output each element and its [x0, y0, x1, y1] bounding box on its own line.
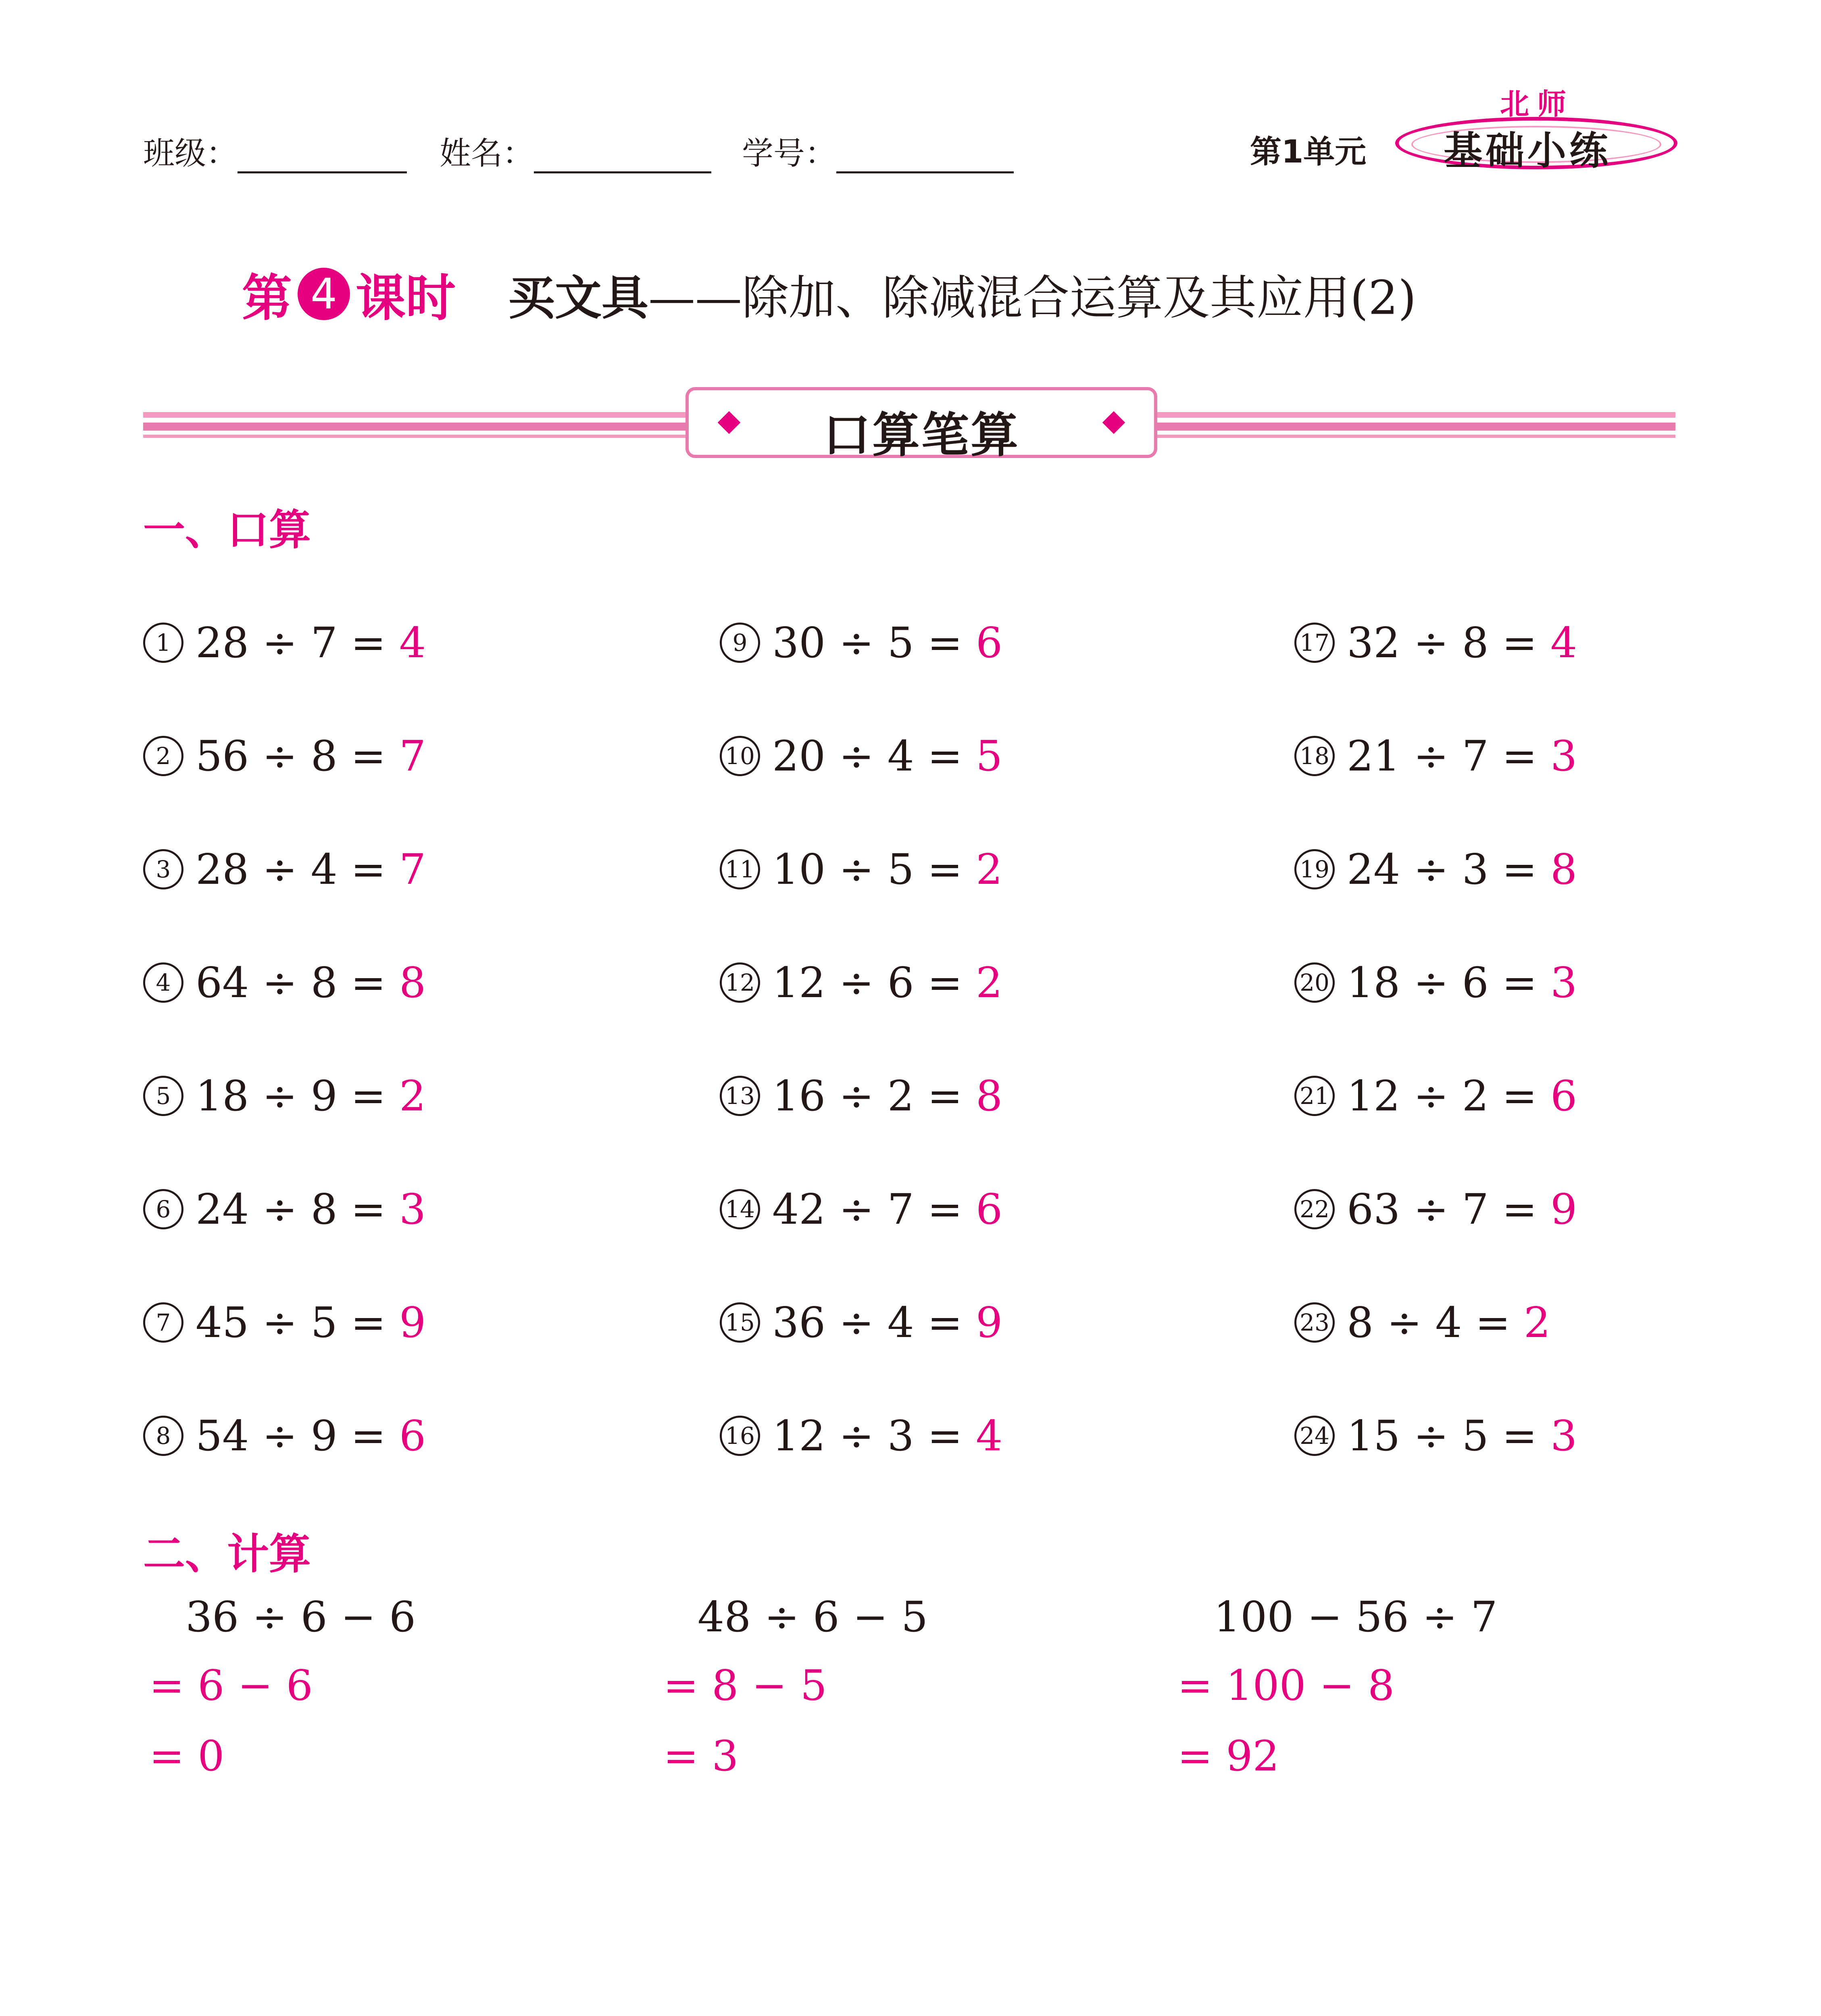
logo-top-text: 北师 [1500, 87, 1575, 121]
problem-number-circle: 12 [720, 962, 760, 1003]
banner-box [685, 387, 1157, 463]
problem-answer: 6 [399, 1411, 426, 1460]
oral-problem [1294, 615, 1577, 667]
oral-problem [720, 955, 1002, 1007]
series-logo [1395, 81, 1686, 177]
problem-number-circle: 1 [143, 623, 183, 663]
problem-expression: 20 ÷ 4 = [772, 731, 963, 781]
problem-expression: 64 ÷ 8 = [196, 958, 386, 1007]
lesson-number-badge: 4 [298, 268, 350, 320]
name-label: 姓名： [440, 135, 534, 172]
problem-answer: 2 [399, 1071, 426, 1120]
problem-answer: 6 [976, 618, 1003, 667]
problem-answer: 4 [399, 618, 426, 667]
problem-expression: 36 ÷ 4 = [772, 1297, 963, 1347]
problem-number-circle: 8 [143, 1416, 183, 1456]
problem-expression: 16 ÷ 2 = [772, 1071, 963, 1120]
student-id-field [742, 128, 1014, 173]
problem-answer: 6 [1550, 1071, 1577, 1120]
oral-problem [720, 1181, 1002, 1233]
class-field [143, 128, 407, 173]
oral-problem [143, 1068, 426, 1120]
problem-answer: 9 [1550, 1184, 1577, 1234]
section-heading-calc: 二、计算 [143, 1529, 311, 1579]
oral-problem [720, 1295, 1002, 1347]
problem-answer: 3 [399, 1184, 426, 1234]
oral-problem [1294, 1181, 1577, 1233]
problem-answer: 2 [976, 958, 1003, 1007]
oral-problem [1294, 841, 1577, 893]
student-id-label: 学号： [742, 135, 837, 172]
problem-expression: 28 ÷ 4 = [196, 844, 386, 894]
oral-problem [720, 728, 1002, 780]
oral-problem [1294, 728, 1577, 780]
oral-problem [143, 1295, 426, 1347]
student-id-blank[interactable] [836, 143, 1014, 173]
title-subtitle: ——除加、除减混合运算及其应用(2) [648, 271, 1417, 325]
problem-expression: 8 ÷ 4 = [1347, 1297, 1511, 1347]
problem-expression: 24 ÷ 8 = [196, 1184, 386, 1234]
problem-expression: 30 ÷ 5 = [772, 618, 963, 667]
problem-answer: 8 [976, 1071, 1003, 1120]
problem-number-circle: 18 [1294, 736, 1335, 776]
problem-answer: 8 [399, 958, 426, 1007]
problem-answer: 9 [399, 1297, 426, 1347]
problem-answer: 3 [1550, 731, 1577, 781]
problem-expression: 32 ÷ 8 = [1347, 618, 1537, 667]
problem-answer: 7 [399, 844, 426, 894]
oral-problem [720, 1068, 1002, 1120]
problem-number-circle: 7 [143, 1302, 183, 1343]
problem-answer: 4 [976, 1411, 1003, 1460]
calc-expression-1: 36 ÷ 6 − 6 [185, 1592, 416, 1641]
problem-answer: 4 [1550, 618, 1577, 667]
oral-problem [720, 615, 1002, 667]
calc-expression-3: 100 − 56 ÷ 7 [1214, 1592, 1498, 1641]
problem-number-circle: 6 [143, 1189, 183, 1229]
problem-number-circle: 17 [1294, 623, 1335, 663]
oral-problem [720, 1408, 1002, 1460]
oral-problem [1294, 955, 1577, 1007]
oral-problem [143, 841, 426, 893]
lesson-suffix: 课时 [356, 269, 456, 327]
problem-number-circle: 20 [1294, 962, 1335, 1003]
problem-number-circle: 23 [1294, 1302, 1335, 1343]
problem-expression: 15 ÷ 5 = [1347, 1411, 1537, 1460]
title-main: 买文具 [508, 271, 649, 325]
problem-expression: 42 ÷ 7 = [772, 1184, 963, 1234]
problem-expression: 56 ÷ 8 = [196, 731, 386, 781]
logo-main-text: 基础小练 [1444, 128, 1611, 173]
calc-step2-3: = 92 [1177, 1731, 1279, 1781]
problem-answer: 3 [1550, 1411, 1577, 1460]
oral-problem [143, 1181, 426, 1233]
lesson-title [242, 258, 1416, 330]
problem-answer: 7 [399, 731, 426, 781]
problem-expression: 63 ÷ 7 = [1347, 1184, 1537, 1234]
problem-expression: 18 ÷ 9 = [196, 1071, 386, 1120]
problem-expression: 10 ÷ 5 = [772, 844, 963, 894]
problem-answer: 9 [976, 1297, 1003, 1347]
problem-expression: 12 ÷ 3 = [772, 1411, 963, 1460]
problem-number-circle: 4 [143, 962, 183, 1003]
problem-expression: 28 ÷ 7 = [196, 618, 386, 667]
problem-number-circle: 14 [720, 1189, 760, 1229]
problem-number-circle: 10 [720, 736, 760, 776]
problem-number-circle: 11 [720, 849, 760, 889]
oral-problem [143, 1408, 426, 1460]
calc-step1-1: = 6 − 6 [149, 1661, 313, 1710]
problem-number-circle: 3 [143, 849, 183, 889]
calc-step1-3: = 100 − 8 [1177, 1661, 1395, 1710]
problem-number-circle: 21 [1294, 1076, 1335, 1116]
oral-problem [1294, 1068, 1577, 1120]
problem-number-circle: 22 [1294, 1189, 1335, 1229]
oral-problem [143, 955, 426, 1007]
class-label: 班级： [143, 135, 238, 172]
problem-number-circle: 13 [720, 1076, 760, 1116]
problem-number-circle: 19 [1294, 849, 1335, 889]
section-heading-oral: 一、口算 [143, 505, 311, 554]
problem-answer: 6 [976, 1184, 1003, 1234]
problem-number-circle: 15 [720, 1302, 760, 1343]
problem-expression: 12 ÷ 2 = [1347, 1071, 1537, 1120]
oral-problem [143, 728, 426, 780]
oral-problem [1294, 1295, 1550, 1347]
problem-answer: 5 [976, 731, 1003, 781]
problem-number-circle: 16 [720, 1416, 760, 1456]
problem-number-circle: 5 [143, 1076, 183, 1116]
problem-expression: 54 ÷ 9 = [196, 1411, 386, 1460]
problem-expression: 24 ÷ 3 = [1347, 844, 1537, 894]
calc-step2-2: = 3 [663, 1731, 739, 1781]
problem-answer: 2 [976, 844, 1003, 894]
problem-number-circle: 2 [143, 736, 183, 776]
calc-step1-2: = 8 − 5 [663, 1661, 827, 1710]
problem-answer: 3 [1550, 958, 1577, 1007]
calc-expression-2: 48 ÷ 6 − 5 [698, 1592, 928, 1641]
banner-title: 口算笔算 [823, 407, 1020, 463]
problem-expression: 12 ÷ 6 = [772, 958, 963, 1007]
name-field [440, 128, 711, 173]
problem-number-circle: 24 [1294, 1416, 1335, 1456]
problem-expression: 21 ÷ 7 = [1347, 731, 1537, 781]
problem-expression: 45 ÷ 5 = [196, 1297, 386, 1347]
problem-expression: 18 ÷ 6 = [1347, 958, 1537, 1007]
name-blank[interactable] [534, 143, 711, 173]
calc-step2-1: = 0 [149, 1731, 225, 1781]
problem-number-circle: 9 [720, 623, 760, 663]
oral-problem [1294, 1408, 1577, 1460]
unit-label: 第1单元 [1250, 134, 1367, 170]
problem-answer: 2 [1523, 1297, 1551, 1347]
oral-problem [720, 841, 1002, 893]
class-blank[interactable] [238, 143, 407, 173]
oral-problem [143, 615, 426, 667]
problem-answer: 8 [1550, 844, 1577, 894]
lesson-prefix: 第 [242, 269, 292, 327]
